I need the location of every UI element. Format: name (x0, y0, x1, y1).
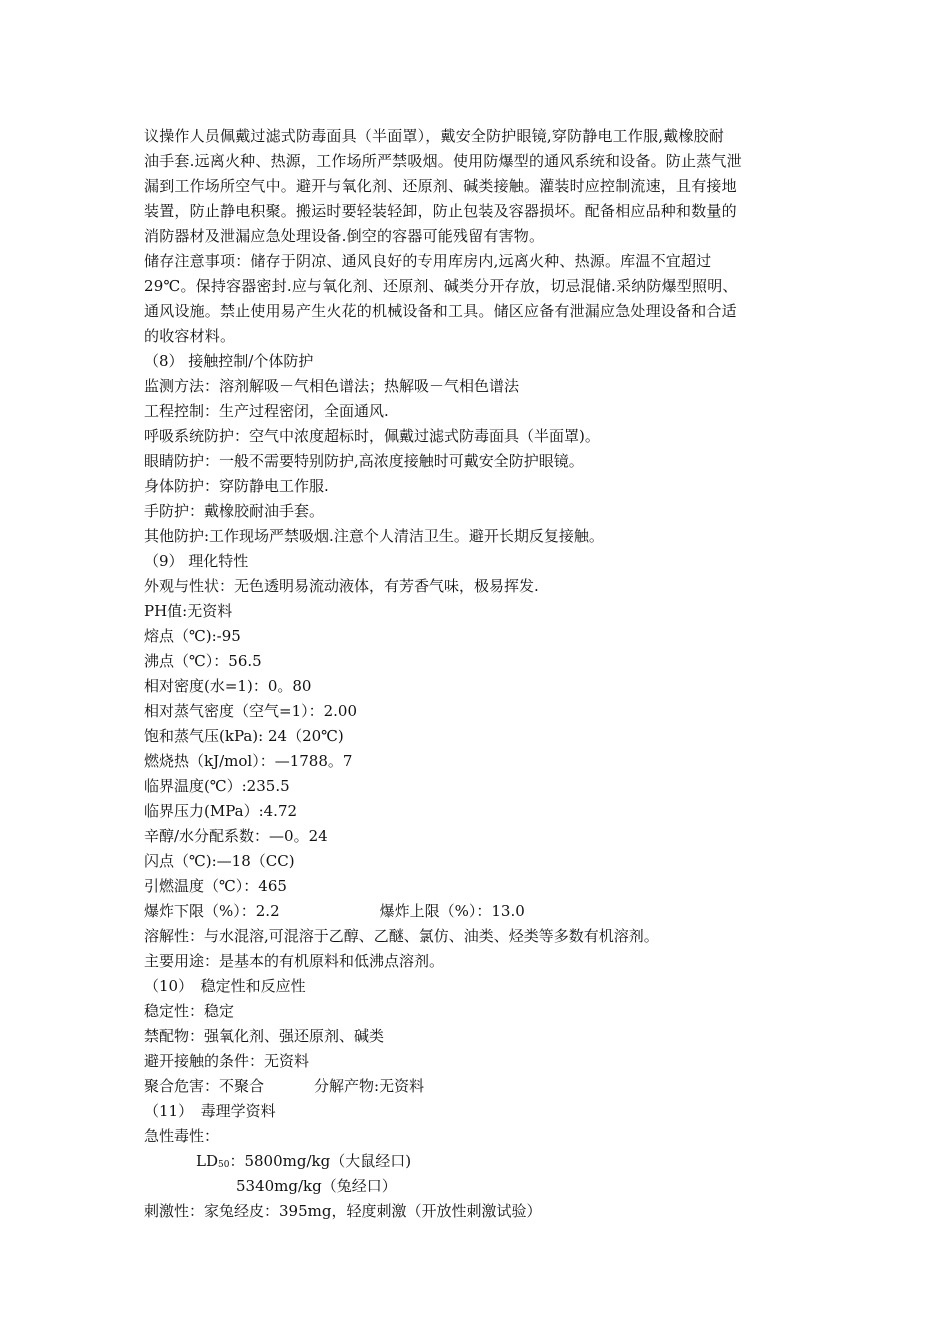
handling-paragraph (144, 124, 816, 249)
text-line: 外观与性状：无色透明易流动液体，有芳香气味，极易挥发. (144, 577, 539, 595)
section-physical-chemical (144, 549, 816, 974)
paragraph-line: 油手套.远离火种、热源，工作场所严禁吸烟。使用防爆型的通风系统和设备。防止蒸气泄 (144, 152, 742, 170)
text-line: 引燃温度（℃）：465 (144, 877, 287, 895)
section-toxicology (144, 1099, 816, 1224)
text-line: 稳定性：稳定 (144, 1002, 235, 1020)
polymerization-line (144, 1074, 816, 1099)
text-line: 眼睛防护：一般不需要特别防护,高浓度接触时可戴安全防护眼镜。 (144, 452, 584, 470)
text-line: 禁配物：强氧化剂、强还原剂、碱类 (144, 1027, 385, 1045)
text-line: 临界压力(MPa）:4.72 (144, 802, 298, 820)
section-stability-reactivity (144, 974, 816, 1099)
text-line: 手防护：戴橡胶耐油手套。 (144, 502, 325, 520)
text-line: 饱和蒸气压(kPa): 24（20℃) (144, 727, 344, 745)
text-line: 身体防护：穿防静电工作服. (144, 477, 329, 495)
document-page (144, 124, 816, 1224)
decomposition-products: 分解产物:无资料 (314, 1077, 425, 1095)
text-line: 临界温度(℃）:235.5 (144, 777, 290, 795)
ld50-rat-value: ：5800mg/kg（大鼠经口) (229, 1152, 412, 1170)
text-line: 相对密度(水=1)：0。80 (144, 677, 312, 695)
polymerization-hazard: 聚合危害：不聚合 (144, 1077, 265, 1095)
paragraph-line: 储存注意事项：储存于阴凉、通风良好的专用库房内,远离火种、热源。库温不宜超过 (144, 252, 712, 270)
text-line: 主要用途：是基本的有机原料和低沸点溶剂。 (144, 952, 445, 970)
explosion-limits-line (144, 899, 816, 924)
text-line: 辛醇/水分配系数：—0。24 (144, 827, 328, 845)
ld50-rat-line (144, 1149, 816, 1174)
paragraph-line: 议操作人员佩戴过滤式防毒面具（半面罩），戴安全防护眼镜,穿防静电工作服,戴橡胶耐 (144, 127, 725, 145)
section-heading: （10） 稳定性和反应性 (144, 977, 306, 995)
text-line: 溶解性：与水混溶,可混溶于乙醇、乙醚、氯仿、油类、烃类等多数有机溶剂。 (144, 927, 659, 945)
text-line: 相对蒸气密度（空气=1）：2.00 (144, 702, 358, 720)
text-line: 熔点（℃):-95 (144, 627, 241, 645)
text-line: 避开接触的条件：无资料 (144, 1052, 310, 1070)
text-line: 沸点（℃）：56.5 (144, 652, 262, 670)
text-line: 呼吸系统防护：空气中浓度超标时，佩戴过滤式防毒面具（半面罩)。 (144, 427, 600, 445)
text-line: 其他防护:工作现场严禁吸烟.注意个人清洁卫生。避开长期反复接触。 (144, 527, 604, 545)
paragraph-line: 的收容材料。 (144, 327, 236, 345)
ld-prefix: LD (196, 1152, 218, 1170)
section-heading: （11） 毒理学资料 (144, 1102, 276, 1120)
text-line: 监测方法：溶剂解吸－气相色谱法；热解吸－气相色谱法 (144, 377, 520, 395)
acute-toxicity-label: 急性毒性： (144, 1127, 220, 1145)
irritation-line: 刺激性：家兔经皮：395mg，轻度刺激（开放性刺激试验） (144, 1202, 542, 1220)
text-line: 工程控制：生产过程密闭，全面通风. (144, 402, 389, 420)
paragraph-line: 消防器材及泄漏应急处理设备.倒空的容器可能残留有害物。 (144, 227, 545, 245)
text-line: 闪点（℃):—18（CC) (144, 852, 295, 870)
paragraph-line: 装置，防止静电积聚。搬运时要轻装轻卸，防止包装及容器损坏。配备相应品种和数量的 (144, 202, 737, 220)
explosion-upper-limit: 爆炸上限（%）：13.0 (379, 902, 525, 920)
section-heading: （8） 接触控制/个体防护 (144, 352, 314, 370)
paragraph-line: 29℃。保持容器密封.应与氧化剂、还原剂、碱类分开存放，切忌混储.采纳防爆型照明、 (144, 277, 738, 295)
text-line: PH值:无资料 (144, 602, 233, 620)
storage-paragraph (144, 249, 816, 349)
explosion-lower-limit: 爆炸下限（%）：2.2 (144, 902, 280, 920)
section-exposure-control (144, 349, 816, 549)
text-line: 燃烧热（kJ/mol）：—1788。7 (144, 752, 353, 770)
paragraph-line: 漏到工作场所空气中。避开与氧化剂、还原剂、碱类接触。灌装时应控制流速，且有接地 (144, 177, 737, 195)
section-heading: （9） 理化特性 (144, 552, 249, 570)
ld50-rabbit-line: 5340mg/kg（兔经口） (236, 1177, 397, 1195)
paragraph-line: 通风设施。禁止使用易产生火花的机械设备和工具。储区应备有泄漏应急处理设备和合适 (144, 302, 737, 320)
ld-subscript: 50 (218, 1160, 230, 1170)
